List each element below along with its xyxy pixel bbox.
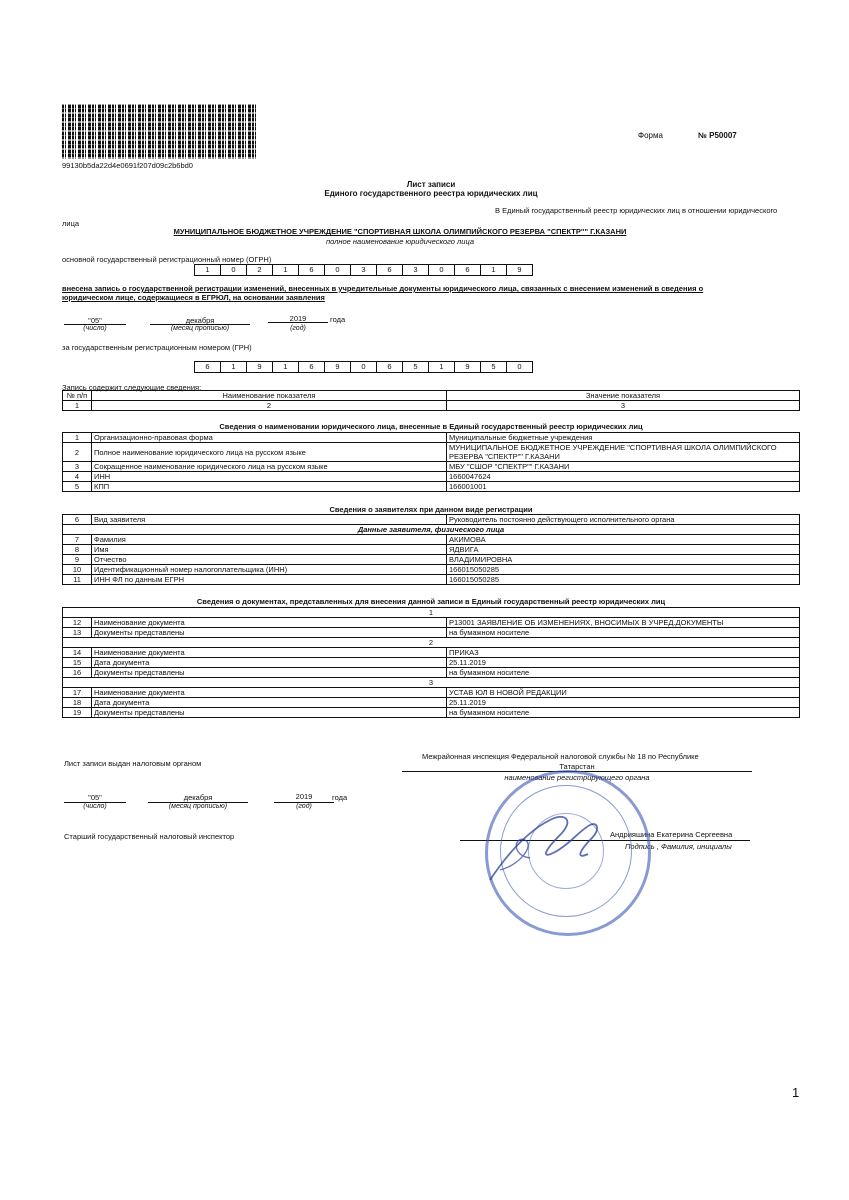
entry-text: внесена запись о государственной регистрации изменений, внесенных в учредительные документы юридического лица, связанных с внесением изменений в сведения о юридическом лице, содержащиеся в ЕГРЮЛ, на основании заявления — [62, 284, 704, 302]
digit-cell: 6 — [377, 362, 403, 372]
digit-cell: 5 — [403, 362, 429, 372]
table-row: 19 Документы представлены на бумажном носителе — [63, 708, 800, 718]
date-month-caption: (месяц прописью) — [170, 325, 230, 332]
digit-cell: 6 — [299, 362, 325, 372]
table-row: 8 Имя ЯДВИГА — [63, 545, 800, 555]
header-n: № п/п — [63, 391, 92, 401]
digit-cell: 0 — [351, 362, 377, 372]
section-title-documents: Сведения о документах, представленных для внесения данной записи в Единый государственный реестр юридических лиц — [196, 597, 666, 606]
table-row: 12 Наименование документа Р13001 ЗАЯВЛЕНИЕ ОБ ИЗМЕНЕНИЯХ, ВНОСИМЫХ В УЧРЕД.ДОКУМЕНТЫ — [63, 618, 800, 628]
digit-cell: 9 — [455, 362, 481, 372]
date-month: декабря — [185, 316, 215, 325]
applicant-subheader: Данные заявителя, физического лица — [63, 525, 800, 535]
digit-cell: 9 — [517, 265, 522, 274]
contains-label: Запись содержит следующие сведения: — [62, 383, 202, 392]
table-row: 11 ИНН ФЛ по данным ЕГРН 166015050285 — [63, 575, 800, 585]
issued-label: Лист записи выдан налоговым органом — [64, 759, 202, 768]
table-row: 2 Полное наименование юридического лица на русском языке МУНИЦИПАЛЬНОЕ БЮДЖЕТНОЕ УЧРЕЖДЕНИЕ "СПОРТИВНАЯ ШКОЛА ОЛИМПИЙСКОГО РЕЗЕРВА "СПЕКТР"" Г.КАЗАНИ — [63, 443, 800, 462]
digit-cell: 1 — [195, 265, 221, 275]
digit-cell: 3 — [351, 265, 377, 275]
ogrn-digits — [194, 264, 533, 276]
table-row: 10 Идентификационный номер налогоплательщика (ИНН) 166015050285 — [63, 565, 800, 575]
table-row: 3 Сокращенное наименование юридического лица на русском языке МБУ "СШОР "СПЕКТР"" Г.КАЗАНИ — [63, 462, 800, 472]
page-subtitle: Единого государственного реестра юридических лиц — [324, 189, 538, 198]
date2-month: декабря — [183, 793, 213, 802]
page-title: Лист записи — [406, 180, 456, 189]
barcode-image — [62, 104, 258, 159]
authority-line1: Межрайонная инспекция Федеральной налоговой службы № 18 по Республике — [422, 752, 699, 761]
section-name-table — [62, 432, 800, 492]
date-year-caption: (год) — [290, 325, 306, 332]
table-row: 7 Фамилия АКИМОВА — [63, 535, 800, 545]
table-row: 18 Дата документа 25.11.2019 — [63, 698, 800, 708]
date2-day-caption: (число) — [83, 803, 107, 810]
digit-cell: 0 — [517, 362, 522, 371]
digit-cell: 6 — [195, 362, 221, 372]
doc-group-header: 3 — [63, 678, 800, 688]
digit-cell: 0 — [221, 265, 247, 275]
date2-day: "05" — [88, 793, 102, 802]
date-year: 2019 — [289, 314, 307, 323]
intro-text: В Единый государственный реестр юридических лиц в отношении юридического — [495, 206, 778, 215]
ogrn-label: основной государственный регистрационный номер (ОГРН) — [62, 255, 272, 264]
grn-digits — [194, 361, 533, 373]
digit-cell: 0 — [429, 265, 455, 275]
table-row: 17 Наименование документа УСТАВ ЮЛ В НОВОЙ РЕДАКЦИИ — [63, 688, 800, 698]
digit-cell: 1 — [481, 265, 507, 275]
section-applicants-table — [62, 514, 800, 585]
org-name: МУНИЦИПАЛЬНОЕ БЮДЖЕТНОЕ УЧРЕЖДЕНИЕ "СПОРТИВНАЯ ШКОЛА ОЛИМПИЙСКОГО РЕЗЕРВА "СПЕКТР"" Г.КАЗАНИ — [173, 227, 627, 236]
table-row: 16 Документы представлены на бумажном носителе — [63, 668, 800, 678]
table-row: 9 Отчество ВЛАДИМИРОВНА — [63, 555, 800, 565]
table-row: 14 Наименование документа ПРИКАЗ — [63, 648, 800, 658]
digit-cell: 6 — [455, 265, 481, 275]
section-documents-table — [62, 607, 800, 718]
table-row: 6 Вид заявителя Руководитель постоянно действующего исполнительного органа — [63, 515, 800, 525]
digit-cell: 5 — [481, 362, 507, 372]
table-row: 15 Дата документа 25.11.2019 — [63, 658, 800, 668]
form-label: Форма — [638, 131, 663, 140]
authority-line2: Татарстан — [559, 762, 595, 771]
date-year-suffix: года — [330, 315, 346, 324]
date2-year-suffix: года — [332, 793, 348, 802]
intro-text-2: лица — [62, 219, 80, 228]
digit-cell: 2 — [247, 265, 273, 275]
header-name: Наименование показателя — [92, 391, 447, 401]
date-day: "05" — [88, 316, 102, 325]
doc-group-header: 2 — [63, 638, 800, 648]
table-row: 13 Документы представлены на бумажном носителе — [63, 628, 800, 638]
doc-group-header: 1 — [63, 608, 800, 618]
date2-month-caption: (месяц прописью) — [168, 803, 228, 810]
form-number: № Р50007 — [698, 131, 737, 140]
table-row: 5 КПП 166001001 — [63, 482, 800, 492]
page-number: 1 — [792, 1085, 800, 1100]
digit-cell: 0 — [325, 265, 351, 275]
digit-cell: 1 — [429, 362, 455, 372]
digit-cell: 1 — [273, 265, 299, 275]
digit-cell: 1 — [221, 362, 247, 372]
header-value: Значение показателя — [447, 391, 800, 401]
digit-cell: 9 — [247, 362, 273, 372]
date2-year: 2019 — [295, 792, 313, 801]
barcode-text: 99130b5da22d4e0691f207d09c2b6bd0 — [62, 161, 193, 170]
digit-cell: 3 — [403, 265, 429, 275]
date2-year-caption: (год) — [296, 803, 312, 810]
signature-icon — [480, 790, 620, 900]
digit-cell: 6 — [299, 265, 325, 275]
signature-caption: Подпись , Фамилия, инициалы — [625, 842, 732, 851]
table-row: 4 ИНН 1660047624 — [63, 472, 800, 482]
inspector-name: Андрияшина Екатерина Сергеевна — [610, 830, 733, 839]
digit-cell: 9 — [325, 362, 351, 372]
section-title-name: Сведения о наименовании юридического лица, внесенные в Единый государственный реестр юридических лиц — [219, 422, 643, 431]
section-title-applicants: Сведения о заявителях при данном виде регистрации — [329, 505, 533, 514]
digit-cell: 1 — [273, 362, 299, 372]
table-row: 1 Организационно-правовая форма Муниципальные бюджетные учреждения — [63, 433, 800, 443]
inspector-label: Старший государственный налоговый инспектор — [64, 832, 235, 841]
org-caption: полное наименование юридического лица — [325, 237, 474, 246]
header-table: № п/п Наименование показателя Значение показателя 1 2 3 — [62, 390, 800, 411]
digit-cell: 6 — [377, 265, 403, 275]
authority-caption: наименование регистрирующего органа — [504, 773, 650, 782]
grn-label: за государственным регистрационным номером (ГРН) — [62, 343, 252, 352]
date-day-caption: (число) — [83, 325, 107, 332]
